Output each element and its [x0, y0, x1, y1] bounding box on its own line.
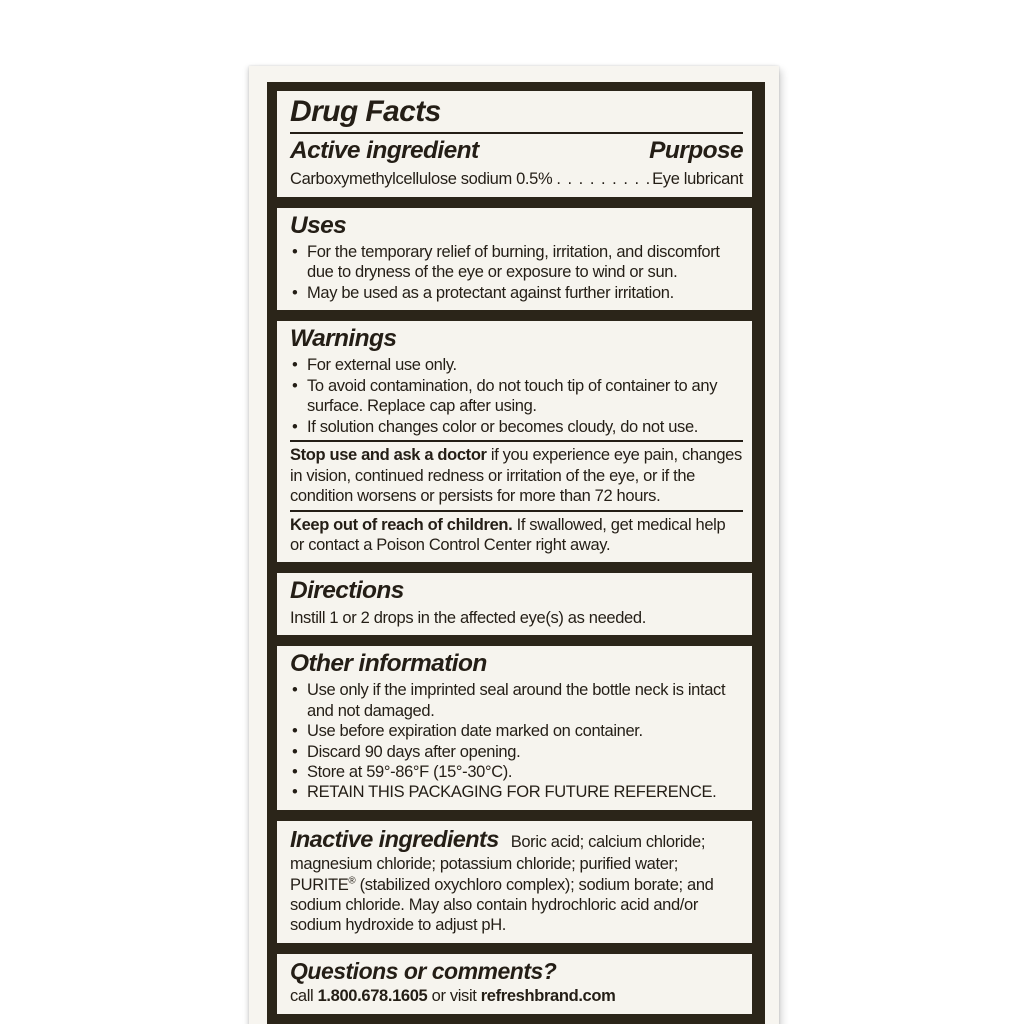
list-item [290, 762, 743, 782]
other-info-bullet-3: Discard 90 days after opening. [307, 742, 521, 761]
warnings-bullet-3: If solution changes color or becomes cloudy, do not use. [307, 417, 698, 436]
questions-heading: Questions or comments? [290, 957, 557, 984]
bullet-icon: • [292, 742, 298, 761]
other-info-bullet-4: Store at 59°-86°F (15°-30°C). [307, 763, 513, 782]
directions-text: Instill 1 or 2 drops in the affected eye(s) as needed. [290, 608, 646, 627]
warnings-heading: Warnings [290, 325, 397, 353]
purpose-heading: Purpose [649, 137, 743, 164]
bullet-icon: • [292, 722, 298, 741]
contact-line [290, 986, 743, 1006]
bullet-icon: • [292, 783, 298, 802]
list-item [290, 283, 743, 303]
bullet-icon: • [292, 681, 298, 700]
stop-use-lead: Stop use and ask a doctor [290, 446, 487, 465]
uses-bullet-2: May be used as a protectant against further irritation. [307, 283, 674, 302]
other-info-bullet-2: Use before expiration date marked on container. [307, 722, 643, 741]
ingredient-purpose-line [290, 169, 743, 189]
active-ingredient-heading: Active ingredient [290, 137, 479, 164]
website-url: refreshbrand.com [480, 987, 616, 1006]
section-uses [277, 197, 752, 311]
other-info-bullet-1: Use only if the imprinted seal around the bottle neck is intact and not damaged. [307, 681, 726, 720]
section-header [277, 91, 752, 197]
registered-trademark-symbol: ® [348, 875, 356, 886]
warnings-bullet-2: To avoid contamination, do not touch tip of container to any surface. Replace cap after using. [307, 376, 718, 416]
list-item [290, 355, 743, 375]
list-item [290, 376, 743, 417]
bullet-icon: • [292, 417, 298, 436]
drug-facts-box [267, 82, 765, 1024]
section-other-information [277, 635, 752, 810]
other-info-bullet-5: RETAIN THIS PACKAGING FOR FUTURE REFERENCE. [307, 783, 717, 802]
list-item [290, 742, 743, 762]
contact-connector: or visit [427, 987, 481, 1006]
bullet-icon: • [292, 283, 298, 302]
bullet-icon: • [292, 356, 298, 375]
uses-bullet-1: For the temporary relief of burning, irritation, and discomfort due to dryness of the eye or exposure to wind or sun. [307, 242, 720, 282]
section-questions [277, 943, 752, 1014]
section-directions [277, 562, 752, 635]
list-item [290, 242, 743, 283]
warnings-bullet-1: For external use only. [307, 356, 457, 375]
uses-bullet-list [290, 242, 743, 303]
warnings-bullet-list [290, 355, 743, 437]
inactive-ingredients-text: Boric acid; calcium chloride; magnesium chloride; potassium chloride; purified water; PURITE [290, 832, 706, 894]
list-item [290, 417, 743, 437]
bullet-icon: • [292, 242, 298, 261]
keep-out-lead: Keep out of reach of children. [290, 515, 513, 534]
drug-facts-title: Drug Facts [290, 95, 743, 134]
divider [290, 440, 743, 442]
leader-dots: . . . . . . . . . [556, 170, 652, 189]
keep-out-paragraph [290, 515, 743, 556]
stop-use-text: if you experience eye pain, changes in vision, continued redness or irritation of the eye, or if the condition worsens or persists for more than 72 hours. [290, 446, 742, 506]
directions-heading: Directions [290, 577, 404, 605]
other-information-heading: Other information [290, 650, 487, 678]
inactive-ingredients-paragraph [290, 825, 743, 936]
keep-out-text: If swallowed, get medical help or contact a Poison Control Center right away. [290, 515, 726, 554]
inactive-ingredients-heading: Inactive ingredients [290, 825, 499, 852]
active-ingredient-row [290, 137, 743, 167]
drug-facts-label [249, 66, 779, 1024]
purpose-value: Eye lubricant [652, 170, 743, 189]
uses-heading: Uses [290, 211, 347, 239]
call-prefix: call [290, 987, 318, 1006]
bullet-icon: • [292, 376, 298, 395]
inactive-ingredients-text-cont: (stabilized oxychloro complex); sodium borate; and sodium chloride. May also contain hydrochloric acid and/or sodium hydroxide to adjust pH. [290, 875, 714, 935]
section-inactive-ingredients [277, 810, 752, 943]
section-warnings [277, 310, 752, 562]
list-item [290, 782, 743, 802]
phone-number: 1.800.678.1605 [317, 987, 428, 1006]
divider [290, 510, 743, 512]
list-item [290, 721, 743, 741]
other-information-bullet-list [290, 680, 743, 803]
list-item [290, 680, 743, 721]
ingredient-name: Carboxymethylcellulose sodium 0.5% [290, 170, 553, 189]
bullet-icon: • [292, 763, 298, 782]
stop-use-paragraph [290, 445, 743, 506]
